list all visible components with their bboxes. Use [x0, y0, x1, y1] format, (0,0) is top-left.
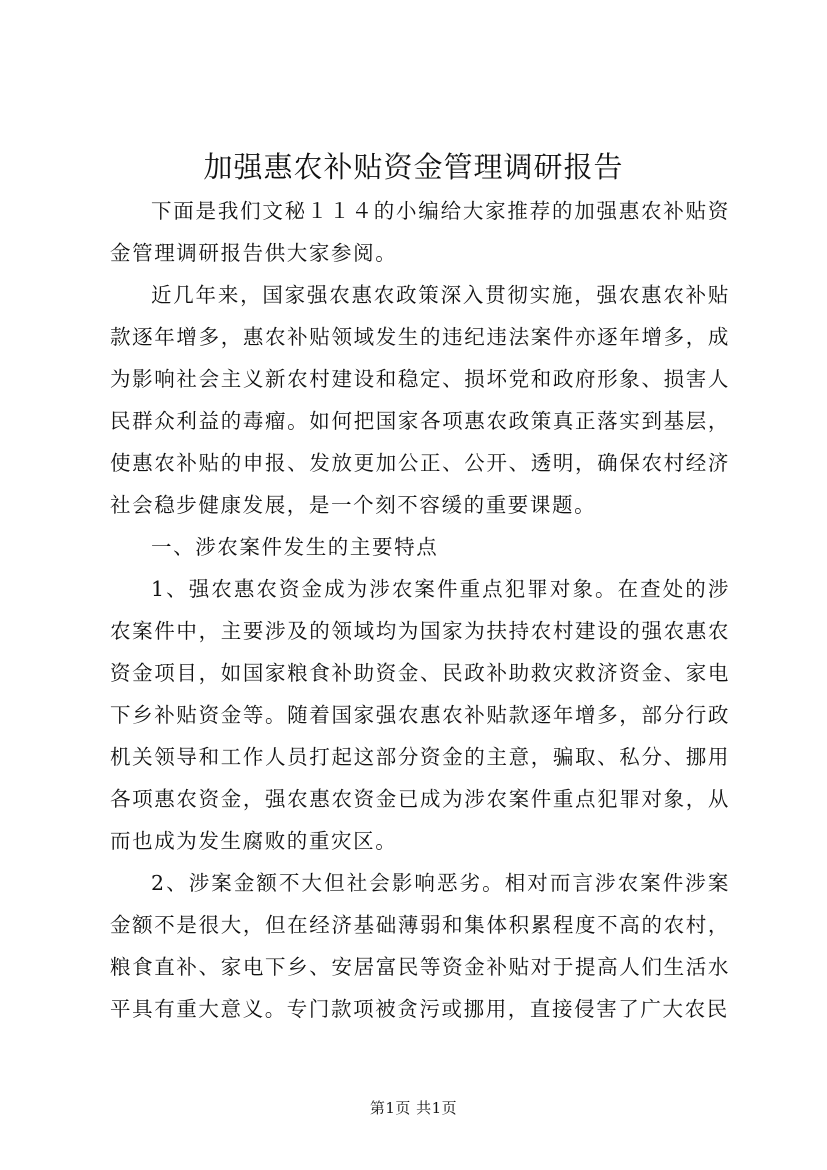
section-heading: 一、涉农案件发生的主要特点 [151, 535, 439, 559]
paragraph-point-2: 2、涉案金额不大但社会影响恶劣。相对而言涉农案件涉案金额不是很大，但在经济基础薄弱和集体积累程度不高的农村，粮食直补、家电下乡、安居富民等资金补贴对于提高人们生活水平具有重大意义。专门款项被贪污或挪用，直接侵害了广大农民 [110, 871, 730, 1021]
document-body [110, 190, 730, 1030]
page-footer: 第1页 共1页 [369, 1099, 458, 1117]
paragraph-background: 近几年来，国家强农惠农政策深入贯彻实施，强农惠农补贴款逐年增多，惠农补贴领域发生的违纪违法案件亦逐年增多，成为影响社会主义新农村建设和稳定、损坏党和政府形象、损害人民群众利益的毒瘤。如何把国家各项惠农政策真正落实到基层，使惠农补贴的申报、发放更加公正、公开、透明，确保农村经济社会稳步健康发展，是一个刻不容缓的重要课题。 [110, 283, 730, 517]
document-title: 加强惠农补贴资金管理调研报告 [203, 150, 624, 184]
paragraph-intro: 下面是我们文秘１１４的小编给大家推荐的加强惠农补贴资金管理调研报告供大家参阅。 [110, 199, 730, 265]
paragraph-point-1: 1、强农惠农资金成为涉农案件重点犯罪对象。在查处的涉农案件中，主要涉及的领域均为国家为扶持农村建设的强农惠农资金项目，如国家粮食补助资金、民政补助救灾救济资金、家电下乡补贴资金等。随着国家强农惠农补贴款逐年增多，部分行政机关领导和工作人员打起这部分资金的主意，骗取、私分、挪用各项惠农资金，强农惠农资金已成为涉农案件重点犯罪对象，从而也成为发生腐败的重灾区。 [110, 577, 730, 853]
